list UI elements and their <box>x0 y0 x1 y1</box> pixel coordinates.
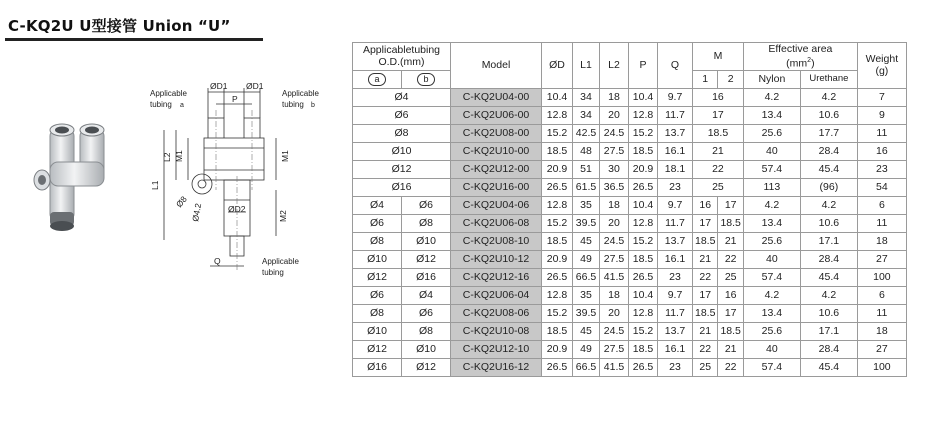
cell-tubing: Ø6 <box>353 106 451 124</box>
applicable-b-line1: Applicable <box>282 89 319 98</box>
header-l1: L1 <box>573 43 600 89</box>
table-row <box>353 232 907 250</box>
cell-p: 10.4 <box>629 196 658 214</box>
cell-weight: 6 <box>857 196 906 214</box>
cell-model: C-KQ2U06-04 <box>451 286 542 304</box>
cell-q: 18.1 <box>658 160 693 178</box>
cell-l2: 24.5 <box>600 232 629 250</box>
effective-area-unit-close: ) <box>811 57 815 70</box>
applicable-c-line1: Applicable <box>262 257 299 266</box>
cell-model: C-KQ2U10-12 <box>451 250 542 268</box>
cell-m2: 22 <box>718 358 743 376</box>
cell-m: 25 <box>693 178 744 196</box>
cell-model: C-KQ2U10-00 <box>451 142 542 160</box>
header-weight <box>857 43 906 89</box>
cell-l2: 18 <box>600 196 629 214</box>
cell-tubing-b: Ø6 <box>402 196 451 214</box>
cell-l2: 20 <box>600 106 629 124</box>
cell-tubing-a: Ø4 <box>353 196 402 214</box>
cell-l2: 24.5 <box>600 322 629 340</box>
cell-l2: 41.5 <box>600 358 629 376</box>
dimension-drawing <box>150 80 330 280</box>
cell-m: 17 <box>693 106 744 124</box>
cell-model: C-KQ2U06-08 <box>451 214 542 232</box>
cell-weight: 16 <box>857 142 906 160</box>
cell-tubing-b: Ø6 <box>402 304 451 322</box>
cell-tubing-b: Ø12 <box>402 358 451 376</box>
cell-urethane: 45.4 <box>800 358 857 376</box>
cell-urethane: 10.6 <box>800 304 857 322</box>
applicable-b-line2: tubing <box>282 100 304 109</box>
cell-l1: 45 <box>573 322 600 340</box>
table-row <box>353 160 907 178</box>
effective-area-unit: (mm <box>786 57 808 70</box>
cell-model: C-KQ2U12-00 <box>451 160 542 178</box>
cell-m1: 16 <box>693 196 718 214</box>
cell-weight: 100 <box>857 358 906 376</box>
cell-p: 12.8 <box>629 106 658 124</box>
cell-l2: 20 <box>600 214 629 232</box>
cell-urethane: 45.4 <box>800 160 857 178</box>
cell-urethane: 4.2 <box>800 286 857 304</box>
applicable-a-line1: Applicable <box>150 89 187 98</box>
header-m2: 2 <box>718 70 743 88</box>
cell-l1: 49 <box>573 340 600 358</box>
cell-model: C-KQ2U08-06 <box>451 304 542 322</box>
table-row <box>353 106 907 124</box>
circ-a: a <box>368 73 386 86</box>
cell-od: 15.2 <box>542 214 573 232</box>
cell-tubing: Ø16 <box>353 178 451 196</box>
cell-od: 15.2 <box>542 304 573 322</box>
cell-od: 20.9 <box>542 250 573 268</box>
cell-model: C-KQ2U08-00 <box>451 124 542 142</box>
cell-l2: 27.5 <box>600 142 629 160</box>
cell-l1: 48 <box>573 142 600 160</box>
cell-od: 20.9 <box>542 340 573 358</box>
header-m1: 1 <box>693 70 718 88</box>
cell-od: 12.8 <box>542 196 573 214</box>
dim-m1-left: M1 <box>174 150 184 162</box>
cell-m1: 21 <box>693 322 718 340</box>
cell-m1: 17 <box>693 286 718 304</box>
cell-urethane: 4.2 <box>800 196 857 214</box>
weight-unit: (g) <box>875 65 889 78</box>
effective-area-label: Effective area <box>768 43 833 55</box>
cell-p: 18.5 <box>629 340 658 358</box>
cell-m2: 17 <box>718 304 743 322</box>
cell-m: 18.5 <box>693 124 744 142</box>
cell-l1: 66.5 <box>573 358 600 376</box>
cell-nylon: 57.4 <box>743 160 800 178</box>
header-m: M <box>693 43 744 71</box>
dim-l1: L1 <box>150 180 160 190</box>
cell-model: C-KQ2U04-00 <box>451 88 542 106</box>
table-row <box>353 124 907 142</box>
table-row <box>353 250 907 268</box>
cell-m2: 25 <box>718 268 743 286</box>
cell-m1: 18.5 <box>693 232 718 250</box>
cell-od: 18.5 <box>542 142 573 160</box>
cell-model: C-KQ2U04-06 <box>451 196 542 214</box>
cell-q: 9.7 <box>658 88 693 106</box>
cell-l2: 20 <box>600 304 629 322</box>
cell-tubing-a: Ø10 <box>353 322 402 340</box>
cell-p: 15.2 <box>629 232 658 250</box>
cell-l1: 39.5 <box>573 304 600 322</box>
cell-l1: 51 <box>573 160 600 178</box>
cell-od: 18.5 <box>542 232 573 250</box>
cell-tubing-a: Ø6 <box>353 286 402 304</box>
header-p: P <box>629 43 658 89</box>
table-row <box>353 340 907 358</box>
product-image <box>30 110 122 242</box>
cell-q: 13.7 <box>658 232 693 250</box>
cell-p: 20.9 <box>629 160 658 178</box>
dim-phi8: Ø8 <box>173 194 189 210</box>
cell-l1: 39.5 <box>573 214 600 232</box>
cell-urethane: 28.4 <box>800 142 857 160</box>
cell-weight: 27 <box>857 250 906 268</box>
cell-m1: 17 <box>693 214 718 232</box>
cell-l1: 66.5 <box>573 268 600 286</box>
header-nylon: Nylon <box>743 70 800 88</box>
cell-m1: 25 <box>693 358 718 376</box>
cell-model: C-KQ2U16-12 <box>451 358 542 376</box>
cell-od: 26.5 <box>542 268 573 286</box>
cell-l1: 34 <box>573 106 600 124</box>
cell-tubing-a: Ø6 <box>353 214 402 232</box>
cell-m: 22 <box>693 160 744 178</box>
dim-phi4: Ø4.2 <box>190 202 204 223</box>
cell-tubing-b: Ø12 <box>402 250 451 268</box>
cell-model: C-KQ2U12-16 <box>451 268 542 286</box>
cell-m1: 18.5 <box>693 304 718 322</box>
cell-l1: 45 <box>573 232 600 250</box>
table-row <box>353 304 907 322</box>
cell-weight: 6 <box>857 286 906 304</box>
header-model: Model <box>451 43 542 89</box>
cell-weight: 27 <box>857 340 906 358</box>
cell-od: 26.5 <box>542 358 573 376</box>
cell-nylon: 4.2 <box>743 196 800 214</box>
cell-tubing: Ø8 <box>353 124 451 142</box>
cell-tubing-b: Ø10 <box>402 340 451 358</box>
table-row <box>353 214 907 232</box>
cell-od: 12.8 <box>542 286 573 304</box>
cell-nylon: 57.4 <box>743 268 800 286</box>
applicable-a-line2: tubing <box>150 100 172 109</box>
cell-l2: 27.5 <box>600 340 629 358</box>
header-effective-area <box>743 43 857 71</box>
circ-b: b <box>417 73 435 86</box>
cell-tubing-a: Ø12 <box>353 268 402 286</box>
cell-nylon: 113 <box>743 178 800 196</box>
cell-od: 12.8 <box>542 106 573 124</box>
cell-od: 20.9 <box>542 160 573 178</box>
header-l2: L2 <box>600 43 629 89</box>
title-underline <box>5 38 263 41</box>
cell-l2: 24.5 <box>600 124 629 142</box>
weight-label: Weight <box>865 53 899 66</box>
cell-tubing-a: Ø16 <box>353 358 402 376</box>
cell-p: 18.5 <box>629 250 658 268</box>
cell-m1: 22 <box>693 340 718 358</box>
dim-l2: L2 <box>162 152 172 162</box>
cell-urethane: 10.6 <box>800 214 857 232</box>
page-title: C-KQ2U U型接管 Union “U” <box>8 17 231 35</box>
cell-m2: 21 <box>718 340 743 358</box>
cell-tubing: Ø4 <box>353 88 451 106</box>
cell-weight: 11 <box>857 304 906 322</box>
cell-urethane: (96) <box>800 178 857 196</box>
cell-nylon: 40 <box>743 250 800 268</box>
cell-urethane: 17.7 <box>800 124 857 142</box>
cell-tubing-a: Ø10 <box>353 250 402 268</box>
cell-q: 11.7 <box>658 214 693 232</box>
cell-q: 23 <box>658 268 693 286</box>
cell-weight: 11 <box>857 124 906 142</box>
dim-d2: ØD2 <box>228 204 246 214</box>
cell-nylon: 13.4 <box>743 214 800 232</box>
cell-q: 16.1 <box>658 142 693 160</box>
table-row <box>353 286 907 304</box>
applicable-c-line2: tubing <box>262 268 284 277</box>
cell-tubing-a: Ø8 <box>353 232 402 250</box>
cell-urethane: 17.1 <box>800 322 857 340</box>
cell-nylon: 25.6 <box>743 124 800 142</box>
cell-q: 23 <box>658 178 693 196</box>
cell-m2: 22 <box>718 250 743 268</box>
cell-tubing: Ø12 <box>353 160 451 178</box>
cell-m: 21 <box>693 142 744 160</box>
header-q: Q <box>658 43 693 89</box>
cell-m1: 22 <box>693 268 718 286</box>
cell-p: 26.5 <box>629 358 658 376</box>
cell-l1: 42.5 <box>573 124 600 142</box>
effective-area-unit-sup: 2 <box>807 57 812 64</box>
cell-nylon: 4.2 <box>743 88 800 106</box>
cell-l1: 34 <box>573 88 600 106</box>
cell-l2: 41.5 <box>600 268 629 286</box>
table-row <box>353 142 907 160</box>
cell-q: 11.7 <box>658 304 693 322</box>
header-applicable-tubing: Applicabletubing O.D.(mm) <box>353 43 451 71</box>
cell-q: 11.7 <box>658 106 693 124</box>
cell-od: 18.5 <box>542 322 573 340</box>
cell-l2: 18 <box>600 286 629 304</box>
cell-urethane: 10.6 <box>800 106 857 124</box>
cell-q: 23 <box>658 358 693 376</box>
cell-weight: 18 <box>857 322 906 340</box>
table-row <box>353 178 907 196</box>
cell-l1: 49 <box>573 250 600 268</box>
cell-tubing-b: Ø4 <box>402 286 451 304</box>
cell-p: 26.5 <box>629 178 658 196</box>
cell-p: 15.2 <box>629 124 658 142</box>
header-od: ØD <box>542 43 573 89</box>
cell-p: 12.8 <box>629 304 658 322</box>
cell-l2: 36.5 <box>600 178 629 196</box>
dim-p: P <box>232 94 238 104</box>
cell-model: C-KQ2U16-00 <box>451 178 542 196</box>
cell-tubing-b: Ø8 <box>402 322 451 340</box>
table-row <box>353 196 907 214</box>
cell-urethane: 45.4 <box>800 268 857 286</box>
cell-nylon: 40 <box>743 340 800 358</box>
cell-m2: 18.5 <box>718 322 743 340</box>
cell-q: 13.7 <box>658 124 693 142</box>
circ-a-label: a <box>180 102 184 109</box>
cell-tubing-b: Ø10 <box>402 232 451 250</box>
cell-od: 10.4 <box>542 88 573 106</box>
cell-nylon: 4.2 <box>743 286 800 304</box>
spec-table <box>352 42 907 377</box>
cell-p: 10.4 <box>629 286 658 304</box>
table-row <box>353 88 907 106</box>
table-row <box>353 358 907 376</box>
cell-l2: 30 <box>600 160 629 178</box>
cell-p: 15.2 <box>629 322 658 340</box>
table-row <box>353 268 907 286</box>
circ-b-label: b <box>311 102 315 109</box>
cell-urethane: 28.4 <box>800 250 857 268</box>
dim-m2: M2 <box>278 210 288 222</box>
cell-weight: 100 <box>857 268 906 286</box>
cell-m2: 18.5 <box>718 214 743 232</box>
cell-od: 26.5 <box>542 178 573 196</box>
cell-model: C-KQ2U06-00 <box>451 106 542 124</box>
cell-q: 16.1 <box>658 340 693 358</box>
cell-p: 26.5 <box>629 268 658 286</box>
dim-q: Q <box>214 256 221 266</box>
cell-p: 18.5 <box>629 142 658 160</box>
cell-l2: 18 <box>600 88 629 106</box>
cell-weight: 11 <box>857 214 906 232</box>
cell-nylon: 25.6 <box>743 232 800 250</box>
cell-nylon: 13.4 <box>743 106 800 124</box>
cell-urethane: 17.1 <box>800 232 857 250</box>
cell-m2: 17 <box>718 196 743 214</box>
cell-tubing-b: Ø16 <box>402 268 451 286</box>
cell-tubing: Ø10 <box>353 142 451 160</box>
header-urethane: Urethane <box>800 70 857 88</box>
cell-m1: 21 <box>693 250 718 268</box>
cell-urethane: 28.4 <box>800 340 857 358</box>
cell-tubing-b: Ø8 <box>402 214 451 232</box>
cell-m2: 21 <box>718 232 743 250</box>
table-row <box>353 322 907 340</box>
cell-l2: 27.5 <box>600 250 629 268</box>
cell-m: 16 <box>693 88 744 106</box>
cell-weight: 7 <box>857 88 906 106</box>
dim-d1-right: ØD1 <box>246 81 264 91</box>
cell-weight: 54 <box>857 178 906 196</box>
cell-q: 16.1 <box>658 250 693 268</box>
cell-model: C-KQ2U08-10 <box>451 232 542 250</box>
dim-m1-right: M1 <box>280 150 290 162</box>
cell-q: 9.7 <box>658 196 693 214</box>
cell-tubing-a: Ø12 <box>353 340 402 358</box>
cell-nylon: 57.4 <box>743 358 800 376</box>
cell-q: 13.7 <box>658 322 693 340</box>
cell-nylon: 40 <box>743 142 800 160</box>
cell-m2: 16 <box>718 286 743 304</box>
dim-d1-left: ØD1 <box>210 81 228 91</box>
cell-p: 10.4 <box>629 88 658 106</box>
header-col-b <box>402 70 451 88</box>
cell-q: 9.7 <box>658 286 693 304</box>
cell-urethane: 4.2 <box>800 88 857 106</box>
cell-weight: 18 <box>857 232 906 250</box>
cell-l1: 35 <box>573 196 600 214</box>
cell-model: C-KQ2U12-10 <box>451 340 542 358</box>
cell-weight: 9 <box>857 106 906 124</box>
cell-model: C-KQ2U10-08 <box>451 322 542 340</box>
cell-p: 12.8 <box>629 214 658 232</box>
cell-od: 15.2 <box>542 124 573 142</box>
cell-weight: 23 <box>857 160 906 178</box>
cell-l1: 61.5 <box>573 178 600 196</box>
cell-nylon: 25.6 <box>743 322 800 340</box>
cell-nylon: 13.4 <box>743 304 800 322</box>
cell-l1: 35 <box>573 286 600 304</box>
header-col-a <box>353 70 402 88</box>
cell-tubing-a: Ø8 <box>353 304 402 322</box>
